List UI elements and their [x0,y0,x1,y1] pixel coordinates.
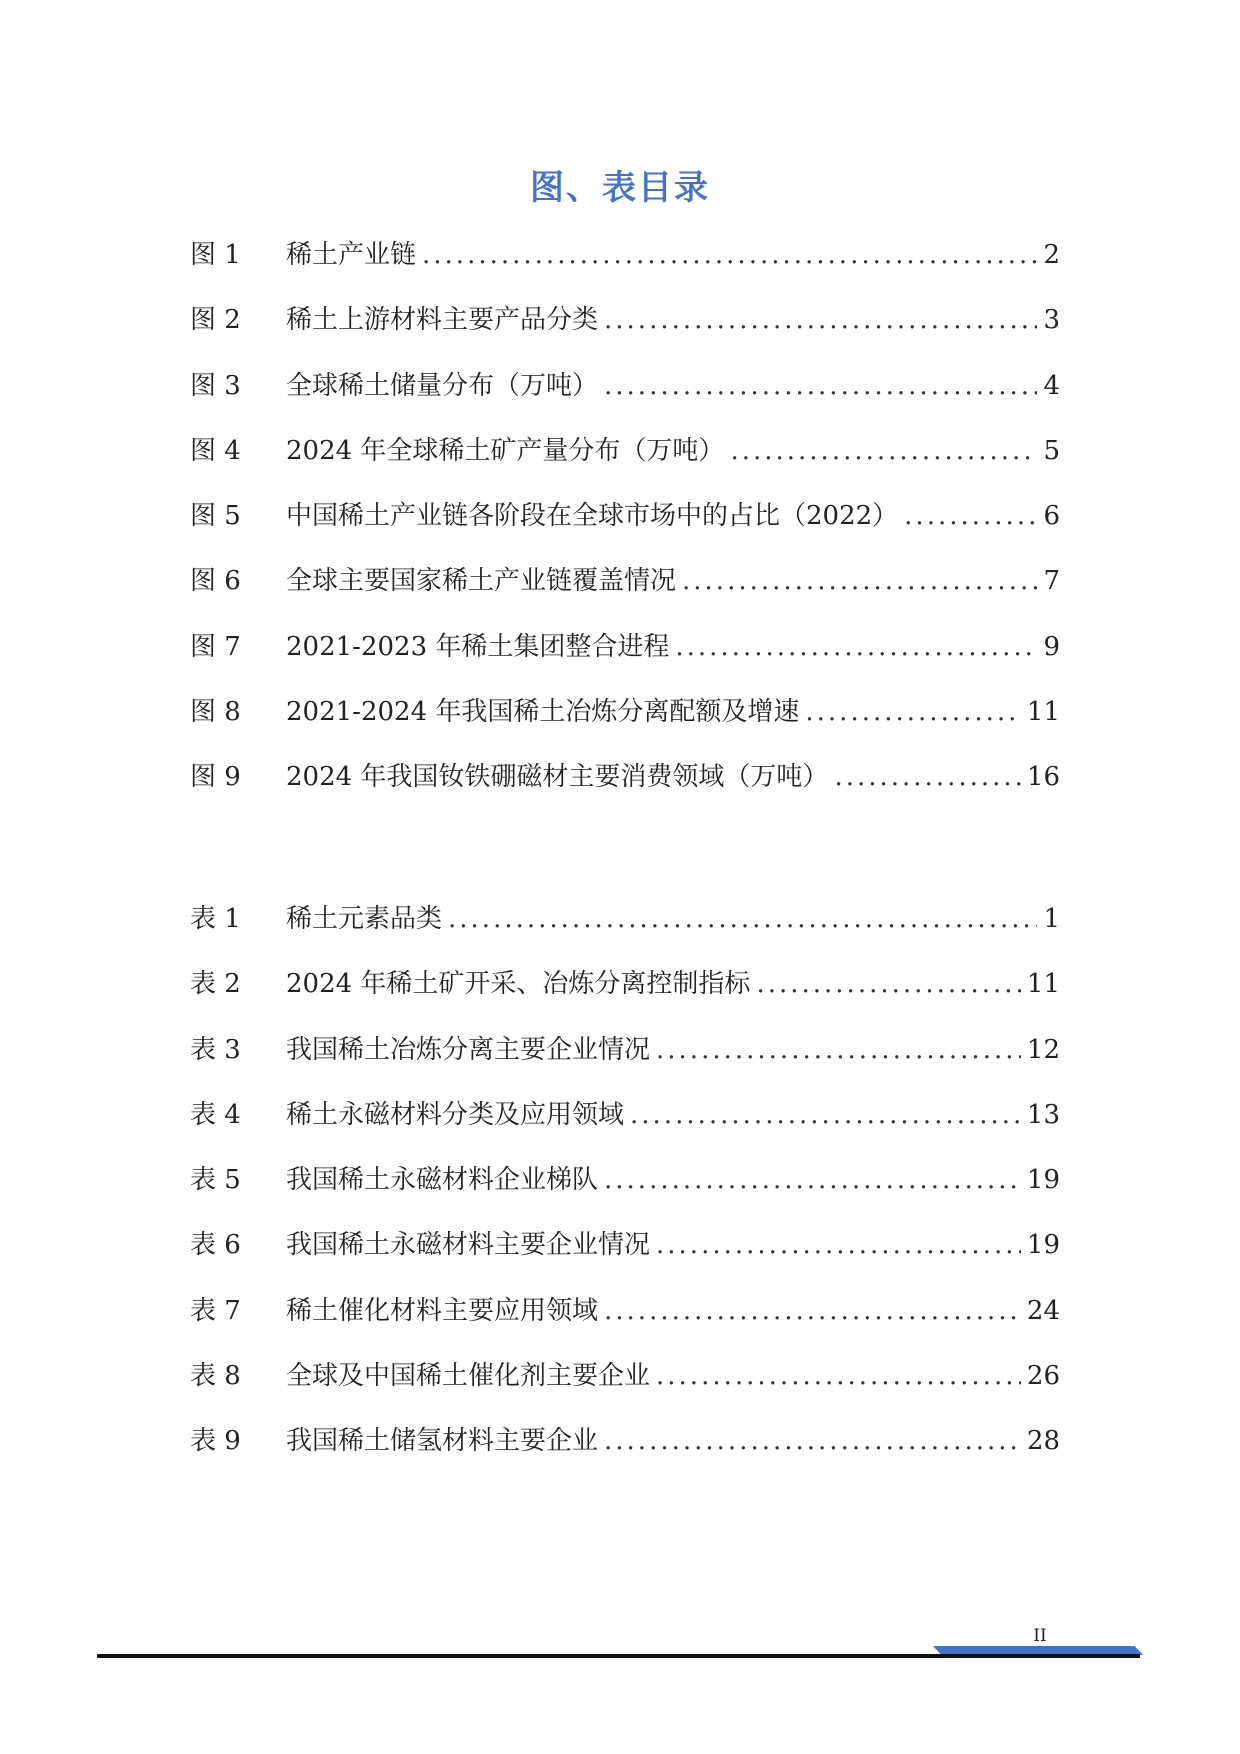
entry-page: 2 [1043,240,1060,270]
figure-list [190,240,1060,828]
entry-label: 表 4 [190,1099,241,1130]
entry-name: 我国稀土永磁材料企业梯队 [286,1165,599,1196]
leader-dots [656,1361,1021,1391]
entry-name: 我国稀土永磁材料主要企业情况 [286,1230,651,1261]
entry-name: 我国稀土储氢材料主要企业 [286,1426,599,1457]
entry-page: 11 [1026,697,1060,728]
entry-page: 19 [1026,1230,1060,1261]
entry-page: 11 [1026,969,1060,1000]
figure-entry[interactable] [190,697,1060,762]
entry-label: 表 2 [190,969,241,1000]
entry-label: 表 6 [190,1230,241,1261]
figure-entry[interactable] [190,305,1060,370]
entry-label: 图 3 [190,370,241,401]
entry-name: 2021-2024 年我国稀土冶炼分离配额及增速 [286,697,800,728]
table-entry[interactable] [190,1035,1060,1100]
entry-label: 表 1 [190,904,241,934]
leader-dots [682,566,1037,596]
table-list [190,904,1060,1492]
leader-dots [604,1296,1021,1326]
entry-page: 9 [1043,631,1060,662]
figure-entry[interactable] [190,762,1060,827]
entry-page: 7 [1043,566,1060,597]
leader-dots [604,371,1037,401]
entry-page: 12 [1026,1034,1060,1065]
entry-label: 表 9 [190,1426,241,1457]
entry-label: 表 5 [190,1165,241,1196]
leader-dots [656,1230,1021,1260]
entry-name: 2024 年全球稀土矿产量分布（万吨） [286,435,725,466]
entry-label: 图 6 [190,566,241,597]
entry-page: 4 [1043,370,1060,401]
table-entry[interactable] [190,1230,1060,1295]
entry-page: 24 [1026,1295,1060,1326]
figure-entry[interactable] [190,371,1060,436]
entry-page: 28 [1026,1426,1060,1457]
table-entry[interactable] [190,1165,1060,1230]
entry-label: 图 8 [190,697,241,728]
leader-dots [805,697,1021,727]
entry-page: 13 [1026,1099,1060,1130]
leader-dots [904,501,1037,531]
entry-page: 16 [1026,762,1060,793]
entry-label: 图 4 [190,435,241,466]
leader-dots [675,632,1037,662]
entry-name: 稀土永磁材料分类及应用领域 [286,1099,625,1130]
page-title: 图、表目录 [530,168,710,208]
table-entry[interactable] [190,1426,1060,1491]
entry-label: 图 5 [190,501,241,532]
table-entry[interactable] [190,1100,1060,1165]
entry-label: 表 8 [190,1361,241,1392]
leader-dots [604,1426,1021,1456]
entry-label: 图 9 [190,762,241,793]
leader-dots [730,436,1037,466]
table-entry[interactable] [190,1296,1060,1361]
figure-entry[interactable] [190,566,1060,631]
entry-page: 26 [1026,1361,1060,1392]
figure-entry[interactable] [190,632,1060,697]
leader-dots [834,762,1020,792]
figure-entry[interactable] [190,436,1060,501]
entry-name: 全球及中国稀土催化剂主要企业 [286,1361,651,1392]
leader-dots [656,1035,1021,1065]
leader-dots [756,969,1020,999]
entry-name: 全球主要国家稀土产业链覆盖情况 [286,566,677,597]
entry-name: 稀土产业链 [286,240,417,270]
entry-name: 2024 年稀土矿开采、冶炼分离控制指标 [286,969,751,1000]
figure-entry[interactable] [190,240,1060,305]
leader-dots [604,305,1037,335]
figure-entry[interactable] [190,501,1060,566]
leader-dots [604,1165,1021,1195]
entry-label: 表 7 [190,1295,241,1326]
entry-name: 2024 年我国钕铁硼磁材主要消费领域（万吨） [286,762,829,793]
entry-label: 图 7 [190,631,241,662]
table-entry[interactable] [190,969,1060,1034]
entry-label: 图 2 [190,305,241,336]
entry-page: 3 [1043,305,1060,336]
page-number: II [1033,1626,1047,1646]
entry-name: 我国稀土冶炼分离主要企业情况 [286,1034,651,1065]
entry-page: 5 [1043,435,1060,466]
entry-page: 6 [1043,501,1060,532]
entry-name: 稀土元素品类 [286,904,443,934]
table-entry[interactable] [190,1361,1060,1426]
footer-rule [97,1654,1140,1658]
leader-dots [422,240,1037,270]
leader-dots [630,1100,1021,1130]
leader-dots [448,904,1037,934]
entry-name: 全球稀土储量分布（万吨） [286,370,599,401]
entry-label: 图 1 [190,240,241,270]
entry-name: 稀土上游材料主要产品分类 [286,305,599,336]
table-entry[interactable] [190,904,1060,969]
entry-name: 2021-2023 年稀土集团整合进程 [286,631,670,662]
entry-page: 1 [1043,904,1060,934]
entry-name: 稀土催化材料主要应用领域 [286,1295,599,1326]
entry-label: 表 3 [190,1034,241,1065]
entry-page: 19 [1026,1165,1060,1196]
entry-name: 中国稀土产业链各阶段在全球市场中的占比（2022） [286,501,899,532]
